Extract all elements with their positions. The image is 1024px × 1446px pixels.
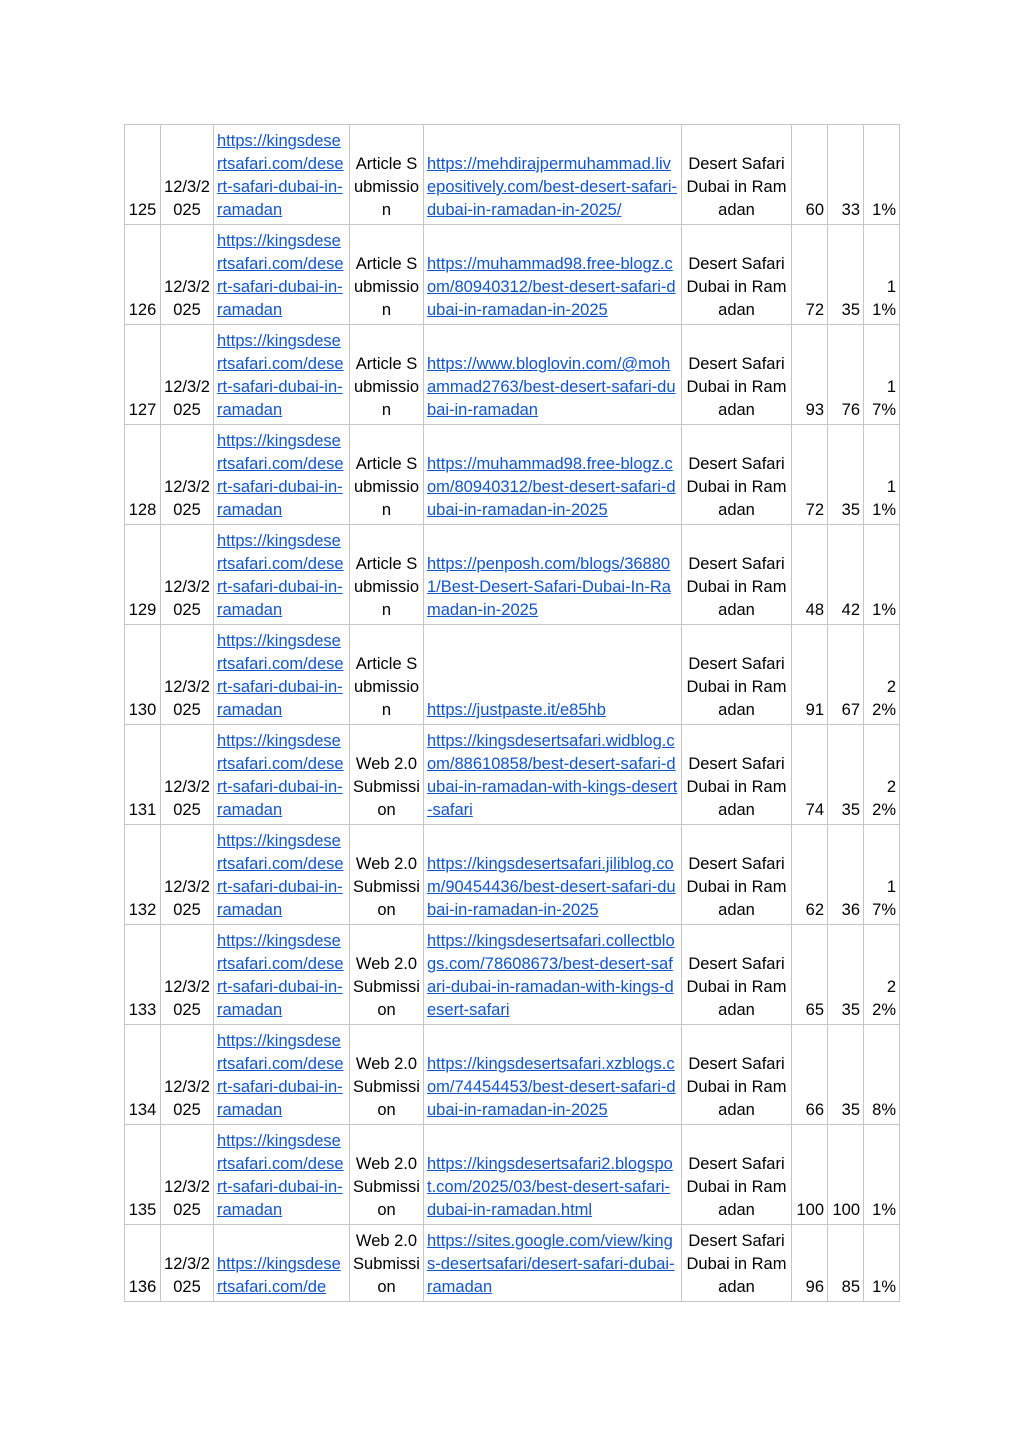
metric-da: 48 [792,525,828,625]
submission-link[interactable]: https://kingsdesertsafari.xzblogs.com/74454453/best-desert-safari-dubai-in-ramadan-in-2025 [427,1055,676,1119]
submission-type: Web 2.0 Submission [350,1225,424,1302]
submission-type: Article Submission [350,425,424,525]
metric-spam-score: 1% [864,1125,900,1225]
metric-da: 65 [792,925,828,1025]
metric-spam-score: 17% [864,825,900,925]
url-cell [424,125,682,225]
keyword: Desert Safari Dubai in Ramadan [682,325,792,425]
row-date: 12/3/2025 [161,725,214,825]
metric-da: 72 [792,225,828,325]
source-link[interactable]: https://kingsdesertsafari.com/desert-safari-dubai-in-ramadan [217,1132,344,1219]
row-number: 130 [125,625,161,725]
submission-type: Article Submission [350,325,424,425]
keyword: Desert Safari Dubai in Ramadan [682,425,792,525]
metric-da: 62 [792,825,828,925]
metric-pa: 76 [828,325,864,425]
source-link[interactable]: https://kingsdesertsafari.com/desert-safari-dubai-in-ramadan [217,632,344,719]
row-date: 12/3/2025 [161,625,214,725]
metric-pa: 35 [828,225,864,325]
metric-spam-score: 11% [864,225,900,325]
source-link[interactable]: https://kingsdesertsafari.com/desert-safari-dubai-in-ramadan [217,932,344,1019]
submission-link[interactable]: https://kingsdesertsafari.widblog.com/88610858/best-desert-safari-dubai-in-ramadan-with-kings-desert-safari [427,732,678,819]
metric-da: 66 [792,1025,828,1125]
table-row [125,1025,900,1125]
source-cell [214,525,350,625]
row-number: 127 [125,325,161,425]
metric-da: 74 [792,725,828,825]
submission-type: Article Submission [350,225,424,325]
row-number: 135 [125,1125,161,1225]
metric-da: 96 [792,1225,828,1302]
keyword: Desert Safari Dubai in Ramadan [682,125,792,225]
submission-type: Web 2.0 Submission [350,725,424,825]
metric-da: 60 [792,125,828,225]
metric-pa: 100 [828,1125,864,1225]
table-row [125,625,900,725]
keyword: Desert Safari Dubai in Ramadan [682,1225,792,1302]
source-link[interactable]: https://kingsdesertsafari.com/desert-safari-dubai-in-ramadan [217,232,344,319]
metric-da: 100 [792,1125,828,1225]
row-date: 12/3/2025 [161,925,214,1025]
metric-spam-score: 1% [864,1225,900,1302]
source-link[interactable]: https://kingsdesertsafari.com/desert-safari-dubai-in-ramadan [217,332,344,419]
row-number: 133 [125,925,161,1025]
metric-pa: 42 [828,525,864,625]
url-cell [424,225,682,325]
metric-pa: 33 [828,125,864,225]
submission-link[interactable]: https://mehdirajpermuhammad.livepositively.com/best-desert-safari-dubai-in-ramadan-in-2025/ [427,155,678,219]
submission-link[interactable]: https://www.bloglovin.com/@mohammad2763/best-desert-safari-dubai-in-ramadan [427,355,676,419]
row-date: 12/3/2025 [161,525,214,625]
source-cell [214,225,350,325]
table-body [125,125,900,1302]
row-number: 129 [125,525,161,625]
keyword: Desert Safari Dubai in Ramadan [682,525,792,625]
submission-link[interactable]: https://muhammad98.free-blogz.com/80940312/best-desert-safari-dubai-in-ramadan-in-2025 [427,255,676,319]
source-link[interactable]: https://kingsdesertsafari.com/desert-safari-dubai-in-ramadan [217,132,344,219]
table-row [125,925,900,1025]
submission-link[interactable]: https://justpaste.it/e85hb [427,701,606,719]
source-cell [214,825,350,925]
source-link[interactable]: https://kingsdesertsafari.com/desert-safari-dubai-in-ramadan [217,832,344,919]
url-cell [424,1225,682,1302]
submission-type: Web 2.0 Submission [350,1025,424,1125]
keyword: Desert Safari Dubai in Ramadan [682,225,792,325]
row-number: 126 [125,225,161,325]
row-date: 12/3/2025 [161,325,214,425]
submission-link[interactable]: https://kingsdesertsafari.jiliblog.com/90454436/best-desert-safari-dubai-in-ramadan-in-2025 [427,855,676,919]
row-date: 12/3/2025 [161,825,214,925]
table-row [125,425,900,525]
metric-pa: 36 [828,825,864,925]
row-date: 12/3/2025 [161,1225,214,1302]
keyword: Desert Safari Dubai in Ramadan [682,825,792,925]
submission-type: Web 2.0 Submission [350,825,424,925]
table-row [125,725,900,825]
source-cell [214,1225,350,1302]
row-number: 132 [125,825,161,925]
metric-pa: 85 [828,1225,864,1302]
submission-type: Web 2.0 Submission [350,925,424,1025]
source-cell [214,725,350,825]
source-cell [214,325,350,425]
table-row [125,225,900,325]
metric-pa: 35 [828,1025,864,1125]
metric-pa: 35 [828,925,864,1025]
table-row [125,1125,900,1225]
url-cell [424,825,682,925]
source-cell [214,125,350,225]
table-row [125,825,900,925]
url-cell [424,425,682,525]
keyword: Desert Safari Dubai in Ramadan [682,625,792,725]
metric-spam-score: 1% [864,525,900,625]
row-date: 12/3/2025 [161,125,214,225]
metric-spam-score: 22% [864,925,900,1025]
source-cell [214,925,350,1025]
keyword: Desert Safari Dubai in Ramadan [682,925,792,1025]
row-number: 136 [125,1225,161,1302]
url-cell [424,1025,682,1125]
url-cell [424,725,682,825]
metric-da: 72 [792,425,828,525]
source-cell [214,425,350,525]
url-cell [424,625,682,725]
source-link[interactable]: https://kingsdesertsafari.com/desert-safari-dubai-in-ramadan [217,432,344,519]
submission-link[interactable]: https://muhammad98.free-blogz.com/80940312/best-desert-safari-dubai-in-ramadan-in-2025 [427,455,676,519]
submission-link[interactable]: https://kingsdesertsafari.collectblogs.com/78608673/best-desert-safari-dubai-in-ramadan-with-kings-desert-safari [427,932,675,1019]
submission-link[interactable]: https://sites.google.com/view/kings-desertsafari/desert-safari-dubai-ramadan [427,1232,675,1296]
row-number: 125 [125,125,161,225]
row-date: 12/3/2025 [161,1125,214,1225]
url-cell [424,325,682,425]
table-row [125,525,900,625]
url-cell [424,525,682,625]
keyword: Desert Safari Dubai in Ramadan [682,725,792,825]
url-cell [424,925,682,1025]
metric-pa: 35 [828,725,864,825]
metric-spam-score: 22% [864,725,900,825]
metric-spam-score: 1% [864,125,900,225]
keyword: Desert Safari Dubai in Ramadan [682,1025,792,1125]
url-cell [424,1125,682,1225]
submission-type: Web 2.0 Submission [350,1125,424,1225]
submission-link[interactable]: https://kingsdesertsafari2.blogspot.com/2025/03/best-desert-safari-dubai-in-ramadan.html [427,1155,673,1219]
metric-pa: 35 [828,425,864,525]
row-number: 128 [125,425,161,525]
metric-da: 93 [792,325,828,425]
row-date: 12/3/2025 [161,225,214,325]
metric-spam-score: 8% [864,1025,900,1125]
row-date: 12/3/2025 [161,425,214,525]
metric-da: 91 [792,625,828,725]
source-link[interactable]: https://kingsdesertsafari.com/desert-safari-dubai-in-ramadan [217,532,344,619]
source-cell [214,1025,350,1125]
table-row [125,325,900,425]
row-number: 134 [125,1025,161,1125]
submission-type: Article Submission [350,125,424,225]
submission-type: Article Submission [350,625,424,725]
submission-type: Article Submission [350,525,424,625]
table-row [125,1225,900,1302]
metric-pa: 67 [828,625,864,725]
metric-spam-score: 17% [864,325,900,425]
source-cell [214,1125,350,1225]
submission-link[interactable]: https://penposh.com/blogs/368801/Best-Desert-Safari-Dubai-In-Ramadan-in-2025 [427,555,671,619]
source-cell [214,625,350,725]
keyword: Desert Safari Dubai in Ramadan [682,1125,792,1225]
row-date: 12/3/2025 [161,1025,214,1125]
submission-table [124,124,900,1302]
metric-spam-score: 11% [864,425,900,525]
metric-spam-score: 22% [864,625,900,725]
table-row [125,125,900,225]
source-link[interactable]: https://kingsdesertsafari.com/desert-safari-dubai-in-ramadan [217,732,344,819]
row-number: 131 [125,725,161,825]
source-link[interactable]: https://kingsdesertsafari.com/de [217,1255,341,1296]
source-link[interactable]: https://kingsdesertsafari.com/desert-safari-dubai-in-ramadan [217,1032,344,1119]
